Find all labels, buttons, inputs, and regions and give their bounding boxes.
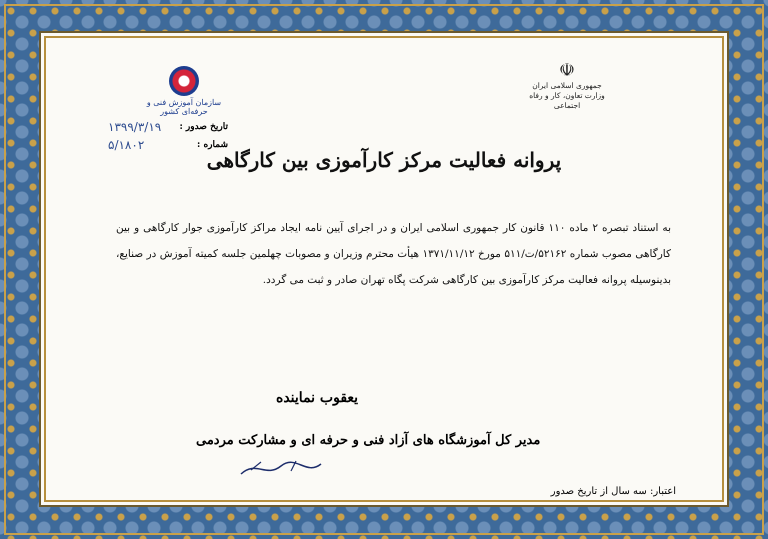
org-logo-icon [169, 66, 199, 96]
number-label: شماره : [196, 140, 228, 150]
date-row [108, 120, 228, 134]
iran-emblem-icon: ☫ [558, 60, 576, 81]
validity-note: اعتبار: سه سال از تاریخ صدور [550, 486, 676, 497]
date-value: ۱۳۹۹/۳/۱۹ [108, 120, 162, 134]
certificate-text: به استناد تبصره ۲ ماده ۱۱۰ قانون کار جمهوری اسلامی ایران و در اجرای آیین نامه ایجاد مراکز کارآموزی جوار کارگاهی و بین کارگاهی مصوب شماره ۵۲۱۶۲/ت/۵۱۱ مورخ ۱۳۷۱/۱۱/۱۲ هیأت محترم وزیران و مصوبات چهلمین جلسه کمیته آموزش در صنایع، بدینوسیله پروانه فعالیت مرکز کارآموزی بین کارگاهی شرکت پگاه تهران صادر و ثبت می گردد. [116, 222, 671, 286]
handwritten-signature [236, 456, 326, 480]
org-name: سازمان آموزش فنی و حرفه‌ای کشور [146, 98, 222, 116]
org-logo-block [134, 66, 234, 116]
iran-emblem-block [522, 60, 612, 111]
date-label: تاریخ صدور : [179, 122, 228, 132]
republic-name: جمهوری اسلامی ایران [532, 81, 602, 90]
signer-title: یعقوب نماینده [276, 390, 359, 406]
certificate-title: پروانه فعالیت مرکز کارآموزی بین کارگاهی [206, 148, 562, 172]
signer-position: مدیر کل آموزشگاه های آزاد فنی و حرفه ای و مشارکت مردمی [196, 433, 541, 448]
number-value: ۵/۱۸۰۲ [108, 138, 145, 152]
certificate-body [44, 36, 724, 502]
ministry-name: وزارت تعاون، کار و رفاه اجتماعی [529, 91, 605, 110]
